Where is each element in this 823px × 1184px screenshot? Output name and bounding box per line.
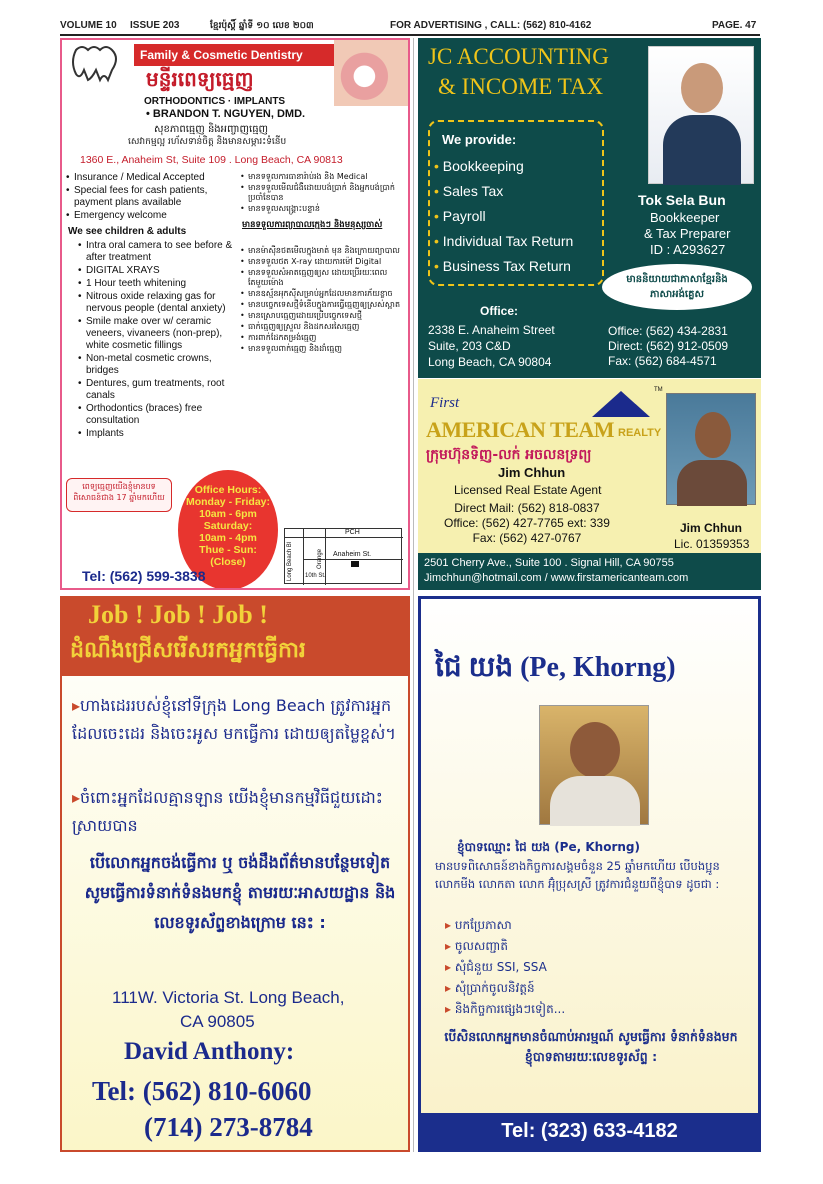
photo-face [681, 63, 723, 113]
pe-closing: បើសិនលោកអ្នកមានចំណាប់អារម្មណ៍ សូមធ្វើការ ទំនាក់ទំនងមកខ្ញុំបាទតាមរយៈលេខទូរស័ព្ទ : [444, 1029, 738, 1064]
list-item: • មានទទួលថត X-ray ដោយការម៉ៅ Digital [240, 257, 402, 267]
job-title: Job ! Job ! Job ! [88, 600, 268, 629]
triangle-bullet-icon: ▸ [72, 788, 81, 807]
dental-right-heading: មានទទួលការព្យាបាលក្មេងៗ និងមនុស្សចាស់ [242, 220, 383, 230]
realty-khmer: ក្រុមហ៊ុនទិញ-លក់ អចលនទ្រព្យ [426, 447, 592, 463]
phone-line: Fax: (562) 684-4571 [608, 354, 717, 368]
list-item: • Business Tax Return [434, 258, 571, 274]
realty-agent-title: Licensed Real Estate Agent [454, 483, 602, 497]
pe-body: មានបទពិសោធន៍ខាងកិច្ចការសង្គមចំនួន 25 ឆ្នាំមកហើយ បើបងប្អូន លោកមីង លោកតា លោក អ៊ុំប្រុសស្រី ត្រូវការជំនួយពីខ្ញុំបាទ ដូចជា : [435, 859, 720, 891]
tooth-logo-icon [68, 44, 128, 84]
photo-caption-name: Jim Chhun [680, 521, 742, 535]
column-divider [413, 38, 414, 1152]
map-label-anaheim: Anaheim St. [333, 551, 372, 558]
jc-title-line1: JC ACCOUNTING [428, 44, 609, 69]
job-line2: ▸ចំពោះអ្នកដែលគ្មានឡាន យើងខ្ញុំមានកម្មវិធីជួយដោះស្រាយបាន [72, 788, 383, 835]
contact-line: Office: (562) 427-7765 ext: 339 [444, 516, 610, 530]
jc-title-line2: & INCOME TAX [438, 74, 604, 99]
jc-role2: & Tax Preparer [644, 226, 731, 241]
footer-address: 2501 Cherry Ave., Suite 100 . Signal Hill, CA 90755 [424, 557, 674, 569]
office-hours-line: 10am - 6pm [199, 508, 257, 520]
list-item: • មានស្រោបធ្មេញដោយប្រើបច្ចេកទេសថ្មី [240, 311, 402, 321]
job-line1: ▸ហាងដេររបស់ខ្ញុំនៅទីក្រុង Long Beach ត្រូវការអ្នកដែលចេះដេរ និងចេះអូស មកធ្វើការ ដោយឲ្យតម្លៃខ្ពស់។ [72, 696, 396, 743]
header-rule [60, 34, 760, 36]
dental-khmer-tagline2: សេវាកម្មល្អ រហ័សទាន់ចិត្ត និងមានសម្ភារះទំនើប [128, 137, 287, 147]
list-item: • Implants [78, 428, 238, 440]
list-item: • ធាក់ធ្មេញឲ្យស្រួល និងដកសរសៃធ្មេញ [240, 322, 402, 332]
dental-doctor: • BRANDON T. NGUYEN, DMD. [146, 108, 306, 120]
dental-khmer-tagline1: សុខភាពធ្មេញ និងអញ្ចាញធ្មេញ [154, 124, 269, 135]
list-item: • Dentures, gum treatments, root canals [78, 378, 238, 402]
pe-intro: ខ្ញុំបាទឈ្មោះ ជៃ យង (Pe, Khorng) [457, 840, 640, 854]
tok-sela-bun-photo [648, 46, 754, 184]
dental-khmer-title: មន្ទីរពេទ្យធ្មេញ [146, 67, 254, 91]
dental-ad [60, 38, 410, 590]
page-number: PAGE. 47 [712, 20, 757, 31]
jc-person-name: Tok Sela Bun [638, 192, 726, 208]
experience-badge: ពេទ្យធ្មេញយើងខ្ញុំមានបទពិសោធន៍ជាង 17 ឆ្នាំមកហើយ [66, 478, 172, 512]
address-line: 2338 E. Anaheim Street [428, 323, 555, 337]
list-item: • មានទទួលសង្គ្រោះបន្ទាន់ [240, 204, 402, 214]
jc-address [428, 322, 555, 370]
realty-contact [444, 501, 610, 546]
language-badge: មាននិយាយជាភាសាខ្មែរនិងភាសាអង់គ្លេស [602, 264, 752, 310]
job-tel1: Tel: (562) 810-6060 [92, 1076, 312, 1106]
office-hours-line: (Close) [210, 556, 246, 568]
dental-title: Family & Cosmetic Dentistry [134, 44, 334, 66]
realty-brand: AMERICAN TEAM [426, 417, 615, 442]
list-item: • Smile make over w/ ceramic veneers, vivaneers (non-prep), white cosmetic fillings [78, 316, 238, 352]
list-item: • Emergency welcome [66, 210, 234, 222]
photo-shirt [550, 776, 640, 826]
list-item: • Orthodontics (braces) free consultation [78, 403, 238, 427]
trademark-mark: TM [654, 387, 663, 393]
location-map [284, 528, 402, 584]
map-label-pch: PCH [345, 529, 360, 536]
footer-contact: Jimchhun@hotmail.com / www.firstamericanteam.com [424, 572, 689, 584]
triangle-bullet-icon: ▸ [72, 696, 81, 715]
pe-title: ជៃ យង (Pe, Khorng) [435, 652, 676, 683]
list-item: • មានឧស្ម័នអុកស៊ីសម្រាប់អ្នកដែលមានការភ័យខ្លាច [240, 289, 402, 299]
list-item: ▸ សុំជំនួយ SSI, SSA [445, 960, 547, 974]
list-item: ▸ ចូលសញ្ជាតិ [445, 939, 508, 953]
map-label-orange: Orange [317, 548, 323, 569]
list-item: ▸ និងកិច្ចការផ្សេងៗទៀត... [445, 1002, 566, 1016]
address-line: Suite, 203 C&D [428, 339, 511, 353]
pe-tel: Tel: (323) 633-4182 [421, 1113, 758, 1149]
khmer-date: ខ្មែរប៉ុស្តិ៍ ឆ្នាំទី ១០ លេខ ២០៣ [210, 21, 314, 31]
list-item: • 1 Hour teeth whitening [78, 278, 238, 290]
realty-first: First [430, 395, 460, 411]
jc-role1: Bookkeeper [650, 210, 720, 225]
jc-services-list [434, 154, 573, 279]
list-item: • Special fees for cash patients, payment plans available [66, 185, 234, 209]
job-tel2: (714) 273-8784 [144, 1112, 313, 1142]
map-label-tenth: 10th St. [305, 573, 326, 579]
jc-accounting-ad [418, 38, 761, 378]
list-item: • Intra oral camera to see before & after treatment [78, 240, 238, 264]
office-hours-line: Saturday: [203, 520, 253, 532]
map-road [303, 529, 304, 585]
children-heading: We see children & adults [68, 226, 187, 237]
smile-photo [334, 40, 410, 106]
list-item: • មានទទួលសំអាតធ្មេញឲ្យស ដោយប្រើរយៈពេលតែមួយម៉ោង [240, 268, 402, 288]
list-item: ▸ បកប្រែភាសា [445, 918, 512, 932]
job-ad [60, 596, 410, 1152]
roof-logo-icon [588, 387, 654, 419]
photo-shirt [677, 460, 747, 506]
dental-right-list [240, 246, 402, 355]
services-box [428, 120, 604, 286]
phone-line: Direct: (562) 912-0509 [608, 339, 729, 353]
list-item: • Individual Tax Return [434, 233, 574, 249]
list-item: • Bookkeeping [434, 158, 524, 174]
pe-services-list [445, 915, 565, 1020]
contact-line: Direct Mail: (562) 818-0837 [454, 501, 600, 515]
pe-khorng-ad [418, 596, 761, 1152]
photo-face [570, 722, 620, 778]
job-contact-name: David Anthony: [124, 1038, 295, 1065]
list-item: • មានម៉ាស៊ីនថតមើលក្នុងមាត់ មុន និងក្រោយព្យាបាល [240, 246, 402, 256]
jc-id: ID : A293627 [650, 242, 726, 257]
photo-suit [663, 115, 741, 185]
map-location-marker-icon [351, 561, 359, 567]
jc-phones [608, 324, 728, 369]
list-item: • Payroll [434, 208, 486, 224]
jim-chhun-photo [666, 393, 756, 505]
dental-left-list [78, 240, 238, 441]
job-line3: បើលោកអ្នកចង់ធ្វើការ ឬ ចង់ដឹងព័ត៌មានបន្ថែមទៀត សូមធ្វើការទំនាក់ទំនងមកខ្ញុំ តាមរយៈអាសយដ្ឋាន និងលេខទូរស័ព្ទខាងក្រោម នេះ : [84, 853, 396, 932]
job-khmer-title: ដំណឹងជ្រើសរើសរកអ្នកធ្វើការ [70, 638, 306, 663]
dental-services: ORTHODONTICS · IMPLANTS [144, 96, 286, 107]
dental-left-top-list [66, 172, 234, 223]
map-label-long-beach: Long Beach Bl [287, 541, 293, 581]
job-address1: 111W. Victoria St. Long Beach, [112, 988, 345, 1007]
list-item: • ការពាក់ដែកតម្រង់ធ្មេញ [240, 333, 402, 343]
list-item: • Insurance / Medical Accepted [66, 172, 234, 184]
job-header [62, 598, 408, 676]
list-item: • មានទទួលមើលជំងឺដោយបង់ប្រាក់ និងអ្នកបង់ប្រាក់ប្រចាំខែបាន [240, 183, 402, 203]
dental-address: 1360 E., Anaheim St, Suite 109 . Long Beach, CA 90813 [80, 154, 343, 166]
photo-face [695, 412, 731, 458]
license-number: Lic. 01359353 [674, 537, 750, 551]
list-item: • Non-metal cosmetic crowns, bridges [78, 353, 238, 377]
dental-tel: Tel: (562) 599-3838 [82, 568, 206, 584]
office-hours-title: Office Hours: [194, 484, 262, 496]
realty-label: REALTY [618, 427, 662, 439]
realty-agent-name: Jim Chhun [498, 465, 566, 480]
contact-line: Fax: (562) 427-0767 [472, 531, 582, 545]
list-item: ▸ សុំប្រាក់ចូលនិវត្តន៍ [445, 981, 535, 995]
list-item: • Sales Tax [434, 183, 504, 199]
office-hours-line: Thue - Sun: [199, 544, 257, 556]
list-item: • DIGITAL XRAYS [78, 265, 238, 277]
issue-label: ISSUE 203 [130, 20, 180, 31]
office-hours-line: 10am - 4pm [199, 532, 257, 544]
pe-khorng-photo [539, 705, 649, 825]
list-item: • Nitrous oxide relaxing gas for nervous people (dental anxiety) [78, 291, 238, 315]
address-line: Long Beach, CA 90804 [428, 355, 552, 369]
list-item: • មានបច្ចេកទេសថ្មីទំនើបក្នុងការធ្វើធ្មេញឲ្យស្រស់ស្អាត [240, 300, 402, 310]
dental-right-top-list [240, 172, 402, 215]
advertising-label: FOR ADVERTISING , CALL: (562) 810-4162 [390, 20, 592, 31]
realty-ad [418, 379, 761, 590]
phone-line: Office: (562) 434-2831 [608, 324, 728, 338]
list-item: • មានទទួលពាក់ធ្មេញ និងដាំធ្មេញ [240, 344, 402, 354]
list-item: • មានទទួលការធានារ៉ាប់រង និង Medical [240, 172, 402, 182]
office-label: Office: [480, 304, 519, 318]
provide-heading: We provide: [442, 132, 517, 147]
job-address2: CA 90805 [180, 1012, 255, 1031]
volume-label: VOLUME 10 [60, 20, 117, 31]
realty-footer [418, 553, 761, 590]
office-hours-line: Monday - Friday: [185, 496, 270, 508]
